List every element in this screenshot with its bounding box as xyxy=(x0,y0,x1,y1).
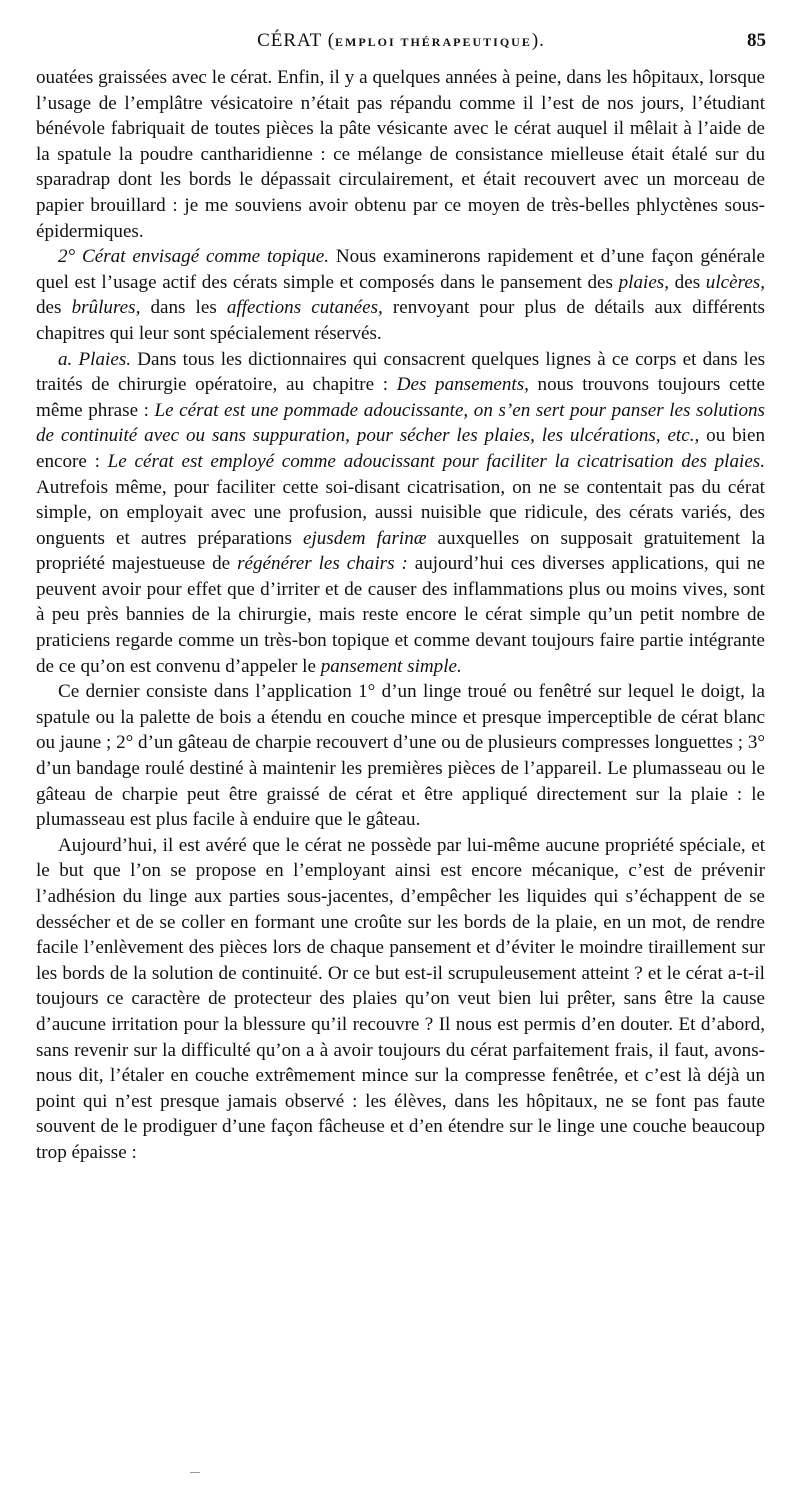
term-ulceres: ulcères, xyxy=(705,271,765,293)
running-title-main: CÉRAT xyxy=(257,30,322,51)
paragraph-3-text-c: ou bien encore : xyxy=(36,425,765,472)
paragraph-3-text-a: Dans tous les dictionnaires qui consacrent quelques lignes à ce corps et dans les traités de chirurgie opératoire, au chapitre : xyxy=(36,348,766,396)
footer-mark xyxy=(190,1472,200,1473)
paragraph-3-text-d: Autrefois même, pour faciliter cette soi-disant cicatrisation, on ne se contentait pas du cérat simple, on employait avec une profusion, aussi nuisible que ridicule, des cérats variés, des onguents et autres préparations xyxy=(36,476,765,549)
term-des-pansements: Des pansements, xyxy=(396,374,529,396)
paragraph-2-text-c: des xyxy=(36,297,72,319)
section-heading-plaies: a. Plaies. xyxy=(58,348,132,370)
running-title-close: ). xyxy=(531,30,545,51)
paragraph-2-text-b: des xyxy=(669,271,706,293)
section-heading-topique: 2° Cérat envisagé comme topique. xyxy=(58,246,329,268)
paragraph-5: Aujourd’hui, il est avéré que le cérat ne possède par lui-même aucune propriété spéciale, et le but que l’on se propose en l’employant ainsi est encore mécanique, c’est de prévenir l’adhésion du linge aux parties sous-jacentes, d’empêcher les liquides qui s’échappent de se dessécher et de se coller en formant une croûte sur les bords de la plaie, en un mot, de rendre facile l’enlèvement des pièces lors de chaque pansement et d’éviter le moindre tiraillement sur les bords de la solution de continuité. Or ce but est-il scrupuleusement atteint ? et le cérat a-t-il toujours ce caractère de protecteur des plaies qu’on veut bien lui prêter, sans être la cause d’aucune irritation pour la blessure qu’il recouvre ? Il nous est permis d’en douter. Et d’abord, sans revenir sur la difficulté qu’on a à avoir toujours du cérat parfaitement frais, il faut, avons-nous dit, l’étaler en couche extrêmement mince sur la compresse fenêtrée, et c’est là déjà un point qui n’est presque jamais observé : les élèves, dans les hôpitaux, ne se font pas faute souvent de le prodiguer d’une façon fâcheuse et d’en étendre sur le linge une couche beaucoup trop épaisse : xyxy=(36,834,765,1163)
page-number: 85 xyxy=(747,30,766,51)
paragraph-3-text-f: aujourd’hui ces diverses applications, qui ne peuvent avoir pour effet que d’irriter et de causer des inflammations plus ou moins vives, sont à peu près bannies de la chirurgie, mais reste encore le cérat simple qu’un petit nombre de praticiens regarde comme un très-bon topique et comme devant toujours faire partie intégrante de ce qu’on est convenu d’appeler le xyxy=(36,553,765,677)
quote-cicatrisation: Le cérat est employé comme adoucissant pour faciliter la cicatrisation des plaies. xyxy=(107,450,766,472)
term-pansement-simple: pansement simple. xyxy=(320,655,462,677)
paragraph-4: Ce dernier consiste dans l’application 1° d’un linge troué ou fenêtré sur lequel le doigt, la spatule ou la palette de bois a étendu en couche mince et presque imperceptible de cérat blanc ou jaune ; 2° d’un gâteau de charpie recouvert d’une ou de plusieurs compresses longuettes ; 3° d’un bandage roulé destiné à maintenir les premières pièces de l’appareil. Le plumasseau ou le gâteau de charpie peut être graissé de cérat et être appliqué directement sur la plaie : le plumasseau est plus facile à enduire que le gâteau. xyxy=(36,681,765,831)
term-plaies: plaies, xyxy=(618,271,670,293)
term-ejusdem-farinae: ejusdem farinæ xyxy=(302,527,427,549)
running-header xyxy=(36,28,766,58)
paragraph-2 xyxy=(36,244,765,346)
paragraph-3-text-e: auxquelles on supposait gratuitement la propriété majestueuse de xyxy=(36,527,765,575)
quote-pommade-adoucissante: Le cérat est une pommade adoucissante, on s’en sert pour panser les solutions de continuité avec ou sans suppuration, pour sécher les plaies, les ulcérations, etc., xyxy=(36,399,765,447)
running-title-sub: EMPLOI THÉRAPEUTIQUE xyxy=(335,35,532,49)
term-regenerer: régénérer les chairs : xyxy=(237,553,408,575)
body-text xyxy=(36,65,765,1166)
paragraph-2-text-a: Nous examinerons rapidement et d’une façon générale quel est l’usage actif des cérats simple et composés dans le pansement des xyxy=(36,246,765,293)
running-title xyxy=(36,30,766,52)
paragraph-2-text-d: dans les xyxy=(140,297,227,319)
paragraph-3 xyxy=(36,347,765,680)
term-affections-cutanees: affections cutanées, xyxy=(226,297,383,319)
paragraph-1: ouatées graissées avec le cérat. Enfin, il y a quelques années à peine, dans les hôpitaux, lorsque l’usage de l’emplâtre vésicatoire n’était pas répandu comme il l’est de nos jours, l’étudiant bénévole fabriquait de toutes pièces la pâte vésicante avec le cérat auquel il mêlait à l’aide de la spatule la poudre cantharidienne : ce mélange de consistance mielleuse était étalé sur du sparadrap dont les bords le dépassait circulairement, et était recouvert avec un morceau de papier brouillard : je me souviens avoir obtenu par ce moyen de très-belles phlyctènes sous-épidermiques. xyxy=(36,67,765,242)
term-brulures: brûlures, xyxy=(71,297,141,319)
running-title-open: ( xyxy=(327,30,336,51)
paragraph-3-text-b: nous trouvons toujours cette même phrase : xyxy=(36,374,765,421)
paragraph-2-text-e: renvoyant pour plus de détails aux différents chapitres qui leur sont spécialement réservés. xyxy=(36,297,765,344)
